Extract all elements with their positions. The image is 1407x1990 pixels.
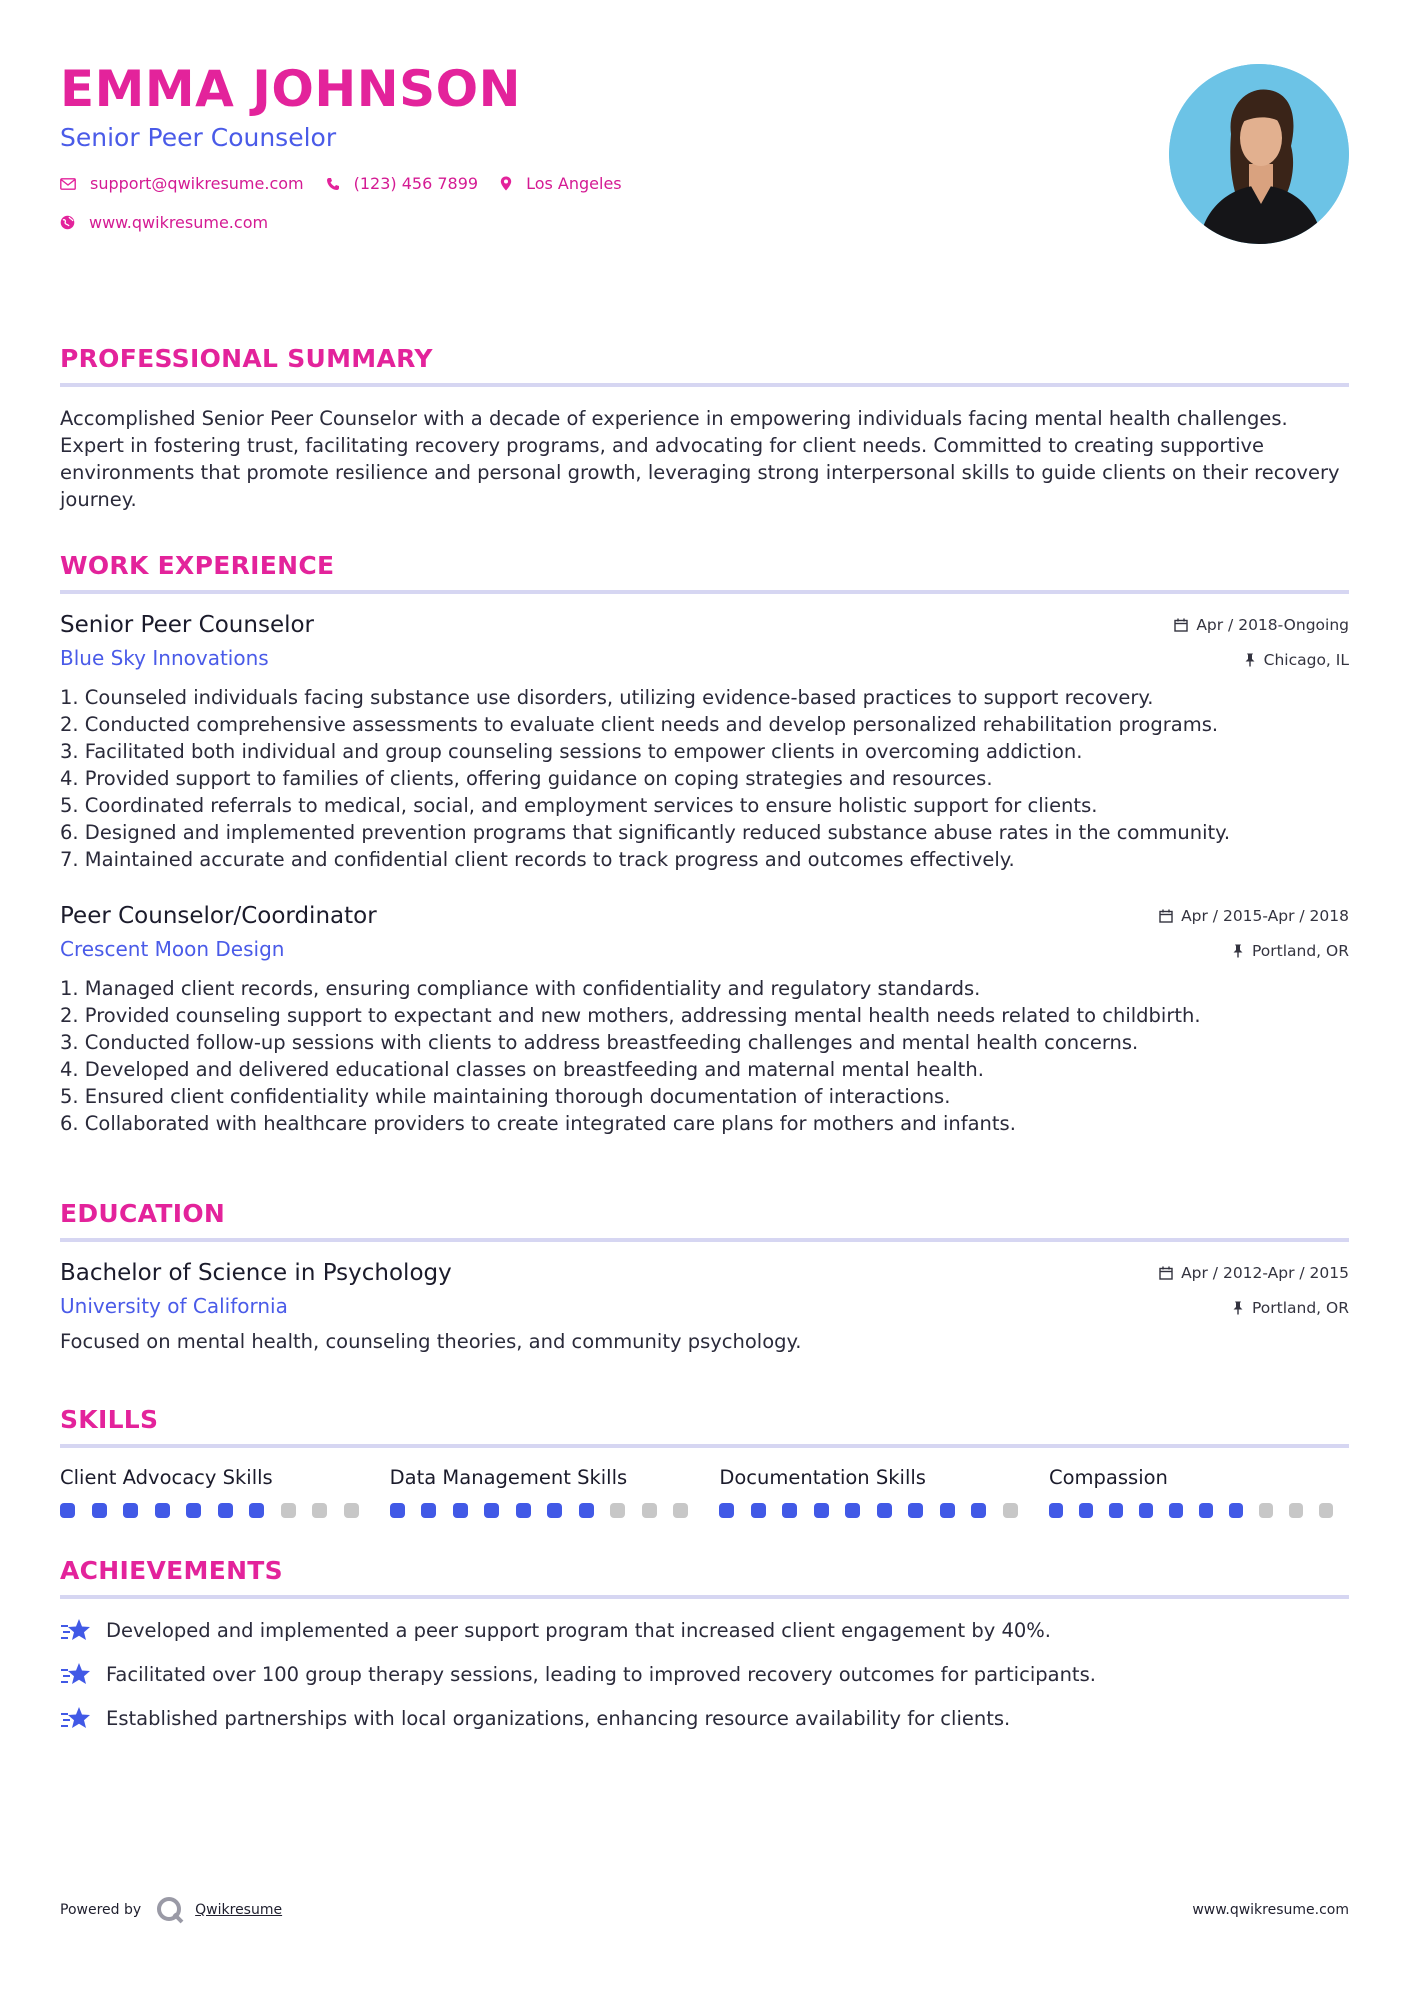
pushpin-icon [1232,1301,1244,1315]
rating-dot-filled [971,1503,986,1518]
rating-dot-filled [719,1503,734,1518]
skill-item [1049,1466,1349,1518]
skills-section [60,1405,1349,1518]
rating-dot-empty [312,1503,327,1518]
job-entry [60,903,1349,1137]
rating-dot-filled [1109,1503,1123,1518]
list-item: 2. Conducted comprehensive assessments to evaluate client needs and develop personalized rehabilitation programs. [60,713,1219,736]
rating-dot-filled [877,1503,892,1518]
education-entry [60,1260,1349,1353]
envelope-icon [60,178,76,190]
achievements-heading: ACHIEVEMENTS [60,1556,1349,1599]
globe-icon [60,215,75,230]
resume-header [60,62,1349,262]
job-dates [1159,907,1349,925]
footer-website[interactable]: www.qwikresume.com [1192,1902,1349,1918]
skill-rating [390,1503,720,1518]
candidate-title: Senior Peer Counselor [60,123,337,152]
rating-dot-filled [814,1503,829,1518]
job-title: Peer Counselor/Coordinator [60,903,377,929]
education-dates [1159,1264,1349,1282]
powered-by-label: Powered by [60,1902,142,1918]
education-section [60,1199,1349,1353]
rating-dot-empty [344,1503,359,1518]
rating-dot-empty [1003,1503,1018,1518]
pushpin-icon [1232,944,1244,958]
achievements-list [60,1617,1349,1731]
shooting-star-icon [60,1617,92,1643]
job-location [1244,651,1349,669]
skill-item [60,1466,390,1518]
rating-dot-filled [249,1503,264,1518]
job-dates-text: Apr / 2018-Ongoing [1196,616,1349,634]
list-item [60,1661,1349,1687]
job-location-text: Portland, OR [1251,942,1349,960]
skills-list [60,1466,1349,1518]
achievement-text: Established partnerships with local organizations, enhancing resource availability for clients. [106,1706,1011,1730]
rating-dot-filled [453,1503,468,1518]
rating-dot-empty [1289,1503,1303,1518]
job-bullets [60,684,1349,873]
summary-heading: PROFESSIONAL SUMMARY [60,344,1349,387]
rating-dot-empty [1259,1503,1273,1518]
contact-phone[interactable] [326,174,478,193]
rating-dot-filled [155,1503,170,1518]
calendar-icon [1159,1266,1173,1280]
contact-location [500,174,622,193]
list-item: 6. Collaborated with healthcare providers to create integrated care plans for mothers and infants. [60,1112,1016,1135]
contact-email[interactable] [60,174,304,193]
skill-rating [1049,1503,1349,1518]
rating-dot-filled [1049,1503,1063,1518]
list-item: 3. Conducted follow-up sessions with clients to address breastfeeding challenges and mental health concerns. [60,1031,1139,1054]
education-location-text: Portland, OR [1251,1299,1349,1317]
phone-text: (123) 456 7899 [353,174,479,193]
calendar-icon [1159,909,1173,923]
education-dates-text: Apr / 2012-Apr / 2015 [1181,1264,1349,1282]
calendar-icon [1174,618,1188,632]
list-item: 2. Provided counseling support to expectant and new mothers, addressing mental health needs related to childbirth. [60,1004,1201,1027]
list-item: 6. Designed and implemented prevention programs that significantly reduced substance abuse rates in the community. [60,821,1231,844]
contact-row [60,174,1349,193]
experience-heading: WORK EXPERIENCE [60,551,1349,594]
rating-dot-filled [186,1503,201,1518]
achievement-text: Facilitated over 100 group therapy sessions, leading to improved recovery outcomes for participants. [106,1662,1096,1686]
rating-dot-filled [579,1503,594,1518]
job-bullets [60,975,1349,1137]
experience-section [60,551,1349,1137]
rating-dot-filled [845,1503,860,1518]
rating-dot-filled [751,1503,766,1518]
list-item: 1. Managed client records, ensuring compliance with confidentiality and regulatory standards. [60,977,981,1000]
powered-by [60,1895,282,1925]
shooting-star-icon [60,1661,92,1687]
rating-dot-filled [547,1503,562,1518]
skills-heading: SKILLS [60,1405,1349,1448]
list-item: 4. Developed and delivered educational classes on breastfeeding and maternal mental health. [60,1058,984,1081]
skill-name: Client Advocacy Skills [60,1466,273,1489]
school-name: University of California [60,1294,288,1318]
rating-dot-filled [421,1503,436,1518]
rating-dot-filled [1199,1503,1213,1518]
rating-dot-empty [642,1503,657,1518]
rating-dot-filled [782,1503,797,1518]
qwikresume-link[interactable]: Qwikresume [195,1902,283,1918]
rating-dot-filled [60,1503,75,1518]
list-item [60,1617,1349,1643]
rating-dot-empty [673,1503,688,1518]
list-item: 5. Ensured client confidentiality while maintaining thorough documentation of interactions. [60,1085,951,1108]
shooting-star-icon [60,1705,92,1731]
profile-portrait-image [1169,64,1349,244]
email-text: support@qwikresume.com [90,174,304,193]
rating-dot-filled [940,1503,955,1518]
rating-dot-filled [92,1503,107,1518]
education-description: Focused on mental health, counseling theories, and community psychology. [60,1330,802,1353]
rating-dot-filled [908,1503,923,1518]
degree-title: Bachelor of Science in Psychology [60,1260,452,1286]
list-item: 3. Facilitated both individual and group counseling sessions to empower clients in overcoming addiction. [60,740,1083,763]
achievements-section [60,1556,1349,1731]
page-footer [60,1895,1349,1925]
rating-dot-empty [610,1503,625,1518]
rating-dot-filled [390,1503,405,1518]
profile-photo [1169,64,1349,244]
rating-dot-filled [484,1503,499,1518]
rating-dot-filled [1169,1503,1183,1518]
job-entry [60,612,1349,873]
job-location [1232,942,1349,960]
location-text: Los Angeles [526,174,622,193]
map-marker-icon [500,176,512,191]
rating-dot-filled [123,1503,138,1518]
rating-dot-filled [1079,1503,1093,1518]
list-item: 7. Maintained accurate and confidential client records to track progress and outcomes effectively. [60,848,1015,871]
rating-dot-filled [516,1503,531,1518]
education-location [1232,1299,1349,1317]
skill-rating [719,1503,1049,1518]
pushpin-icon [1244,653,1256,667]
job-company: Blue Sky Innovations [60,646,269,670]
job-dates-text: Apr / 2015-Apr / 2018 [1181,907,1349,925]
rating-dot-empty [1319,1503,1333,1518]
summary-section [60,344,1349,513]
rating-dot-filled [218,1503,233,1518]
skill-name: Documentation Skills [719,1466,926,1489]
rating-dot-filled [1229,1503,1243,1518]
list-item [60,1705,1349,1731]
contact-website[interactable] [60,213,1349,232]
skill-name: Compassion [1049,1466,1168,1489]
job-location-text: Chicago, IL [1263,651,1349,669]
skill-item [390,1466,720,1518]
list-item: 1. Counseled individuals facing substance use disorders, utilizing evidence-based practices to support recovery. [60,686,1154,709]
website-text: www.qwikresume.com [89,213,269,232]
phone-icon [326,177,340,191]
list-item: 4. Provided support to families of clients, offering guidance on coping strategies and resources. [60,767,993,790]
rating-dot-filled [1139,1503,1153,1518]
skill-rating [60,1503,390,1518]
skill-item [719,1466,1049,1518]
candidate-name: EMMA JOHNSON [60,60,521,118]
job-dates [1174,616,1349,634]
skill-name: Data Management Skills [389,1466,628,1489]
achievement-text: Developed and implemented a peer support program that increased client engagement by 40%. [106,1618,1051,1642]
summary-text: Accomplished Senior Peer Counselor with a decade of experience in empowering individuals facing mental health challenges. Expert in fostering trust, facilitating recovery programs, and advocating for client needs. Committed to creating supportive environments that promote resilience and personal growth, leveraging strong interpersonal skills to guide clients on their recovery journey. [60,407,1340,511]
education-heading: EDUCATION [60,1199,1349,1242]
job-company: Crescent Moon Design [60,937,285,961]
qwikresume-logo-icon [155,1895,185,1925]
rating-dot-empty [281,1503,296,1518]
job-title: Senior Peer Counselor [60,612,315,638]
list-item: 5. Coordinated referrals to medical, social, and employment services to ensure holistic support for clients. [60,794,1098,817]
